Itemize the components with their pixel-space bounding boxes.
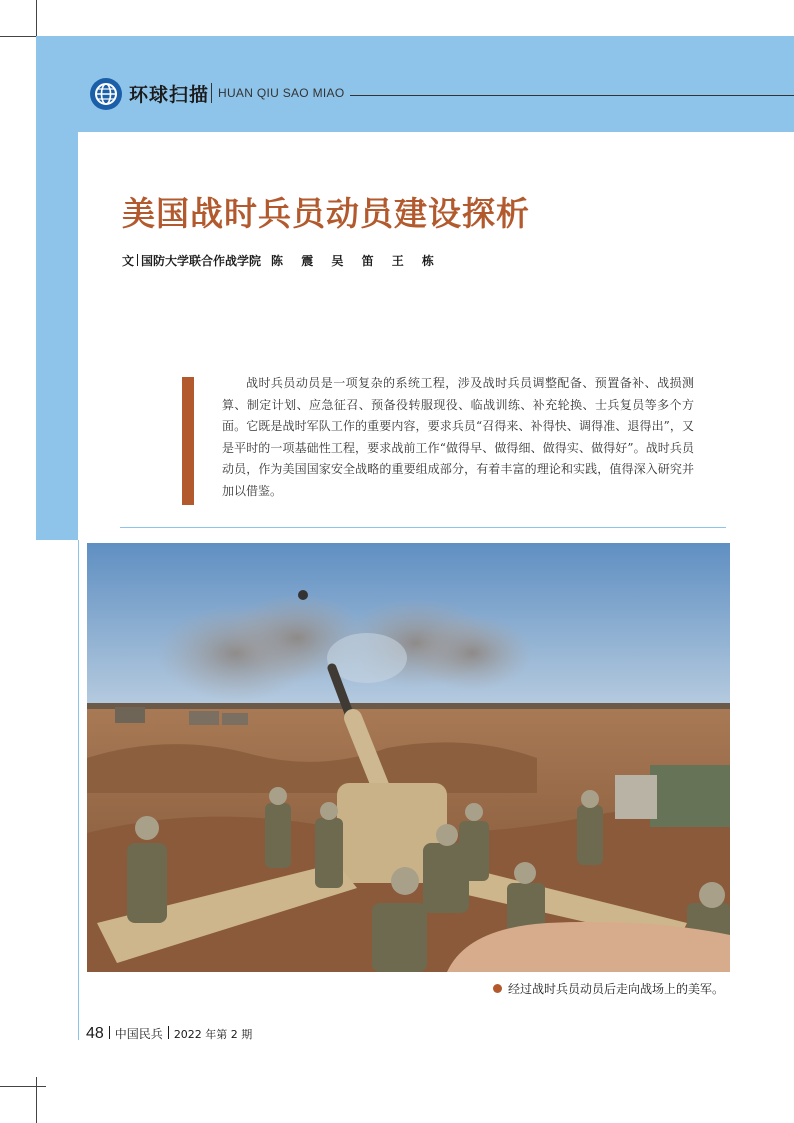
section-divider (120, 527, 726, 528)
header-rule (350, 95, 794, 96)
caption-bullet (493, 984, 502, 993)
byline-prefix: 文 (122, 254, 135, 268)
caption-text: 经过战时兵员动员后走向战场上的美军。 (507, 982, 724, 996)
byline-affiliation: 国防大学联合作战学院 (141, 254, 262, 268)
header-divider (211, 83, 212, 103)
abstract-accent-bar (182, 377, 194, 505)
magazine-name: 中国民兵 (114, 1027, 163, 1041)
footer-divider (109, 1026, 110, 1039)
byline (122, 252, 441, 269)
footer-divider (168, 1026, 169, 1039)
section-title: 环球扫描 (129, 84, 210, 106)
article-photo (87, 543, 730, 972)
issue-label: 2022 年第 2 期 (173, 1028, 253, 1041)
crop-mark (0, 1086, 46, 1087)
side-band (36, 132, 78, 540)
left-rule (78, 540, 79, 1040)
abstract-text: 战时兵员动员是一项复杂的系统工程，涉及战时兵员调整配备、预置备补、战损测算、制定计划、应急征召、预备役转服现役、临战训练、补充轮换、士兵复员等多个方面。它既是战时军队工作的重要内容，要求兵员“召得来、补得快、调得准、退得出”，又是平时的一项基础性工程，要求战前工作“做得早、做得细、做得实、做得好”。战时兵员动员，作为美国国家安全战略的重要组成部分，有着丰富的理论和实践，值得深入研究并加以借鉴。 (222, 376, 694, 498)
byline-divider (137, 254, 138, 266)
photo-caption (493, 980, 724, 997)
byline-authors: 陈 震 吴 笛 王 栋 (271, 254, 441, 268)
globe-icon (89, 77, 123, 111)
section-pinyin: HUAN QIU SAO MIAO (218, 86, 345, 100)
page-footer (86, 1023, 252, 1043)
article-title: 美国战时兵员动员建设探析 (122, 194, 530, 233)
page-number: 48 (86, 1025, 104, 1042)
crop-mark (36, 1077, 37, 1123)
